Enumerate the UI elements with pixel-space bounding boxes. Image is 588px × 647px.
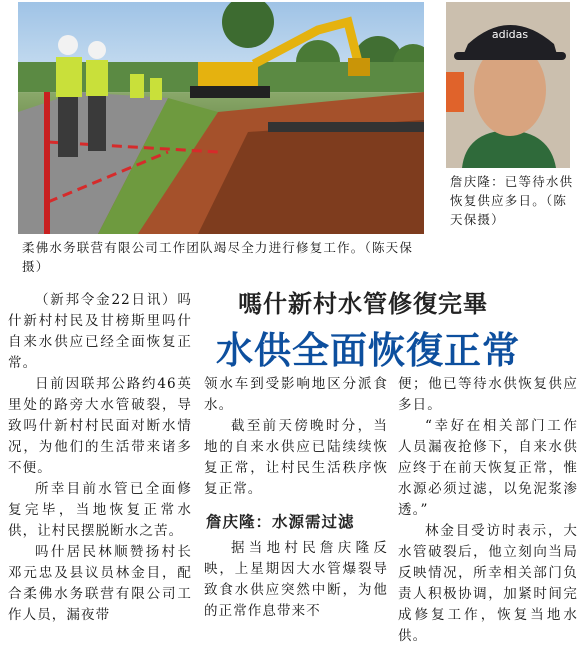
article-column-2 bbox=[204, 374, 388, 500]
excavation-scene-illustration bbox=[18, 2, 424, 234]
portrait-caption: 詹庆隆：已等待水供恢复供应多日。（陈天保摄） bbox=[450, 174, 574, 227]
article-column-3 bbox=[398, 374, 578, 647]
article-column-1 bbox=[8, 290, 192, 626]
paragraph: 日前因联邦公路约46英里处的路旁大水管破裂，导致吗什新村村民面对断水情况，为他们的生活带来诸多不便。 bbox=[8, 376, 192, 476]
paragraph: 林金目受访时表示，大水管破裂后，他立刻向当局反映情况，所幸相关部门负责人积极协调，加紧时间完成修复工作，恢复当地水供。 bbox=[398, 523, 578, 644]
paragraph: “幸好在相关部门工作人员漏夜抢修下，自来水供应终于在前天恢复正常，惟水源必须过滤，以免泥浆渗透。” bbox=[398, 418, 578, 518]
main-photo-caption: 柔佛水务联营有限公司工作团队竭尽全力进行修复工作。（陈天保摄） bbox=[22, 240, 414, 274]
headline-kicker: 嗎什新村水管修復完畢 bbox=[238, 290, 488, 318]
paragraph: 截至前天傍晚时分，当地的自来水供应已陆续续恢复正常，让村民生活秩序恢复正常。 bbox=[204, 418, 388, 497]
paragraph: 所幸目前水管已全面修复完毕，当地恢复正常水供，让村民摆脱断水之苦。 bbox=[8, 481, 192, 539]
subheading: 詹庆隆：水源需过滤 bbox=[206, 513, 355, 531]
headline-main: 水供全面恢復正常 bbox=[216, 329, 520, 372]
portrait-photo bbox=[446, 2, 570, 168]
cap-logo-text: adidas bbox=[491, 28, 529, 41]
article-column-2-lower bbox=[204, 538, 388, 622]
portrait-illustration bbox=[446, 2, 570, 168]
main-photo bbox=[18, 2, 424, 234]
paragraph: （新邦令金22日讯）吗什新村村民及甘榜斯里吗什自来水供应已经全面恢复正常。 bbox=[8, 292, 192, 371]
paragraph: 便；他已等待水供恢复供应多日。 bbox=[398, 376, 578, 413]
paragraph: 据当地村民詹庆隆反映，上星期因大水管爆裂导致食水供应突然中断，为他的正常作息带来不 bbox=[204, 540, 388, 619]
paragraph: 吗什居民林顺赞扬村长邓元忠及县议员林金目，配合柔佛水务联营有限公司工作人员，漏夜带 bbox=[8, 544, 192, 623]
paragraph: 领水车到受影响地区分派食水。 bbox=[204, 376, 388, 413]
